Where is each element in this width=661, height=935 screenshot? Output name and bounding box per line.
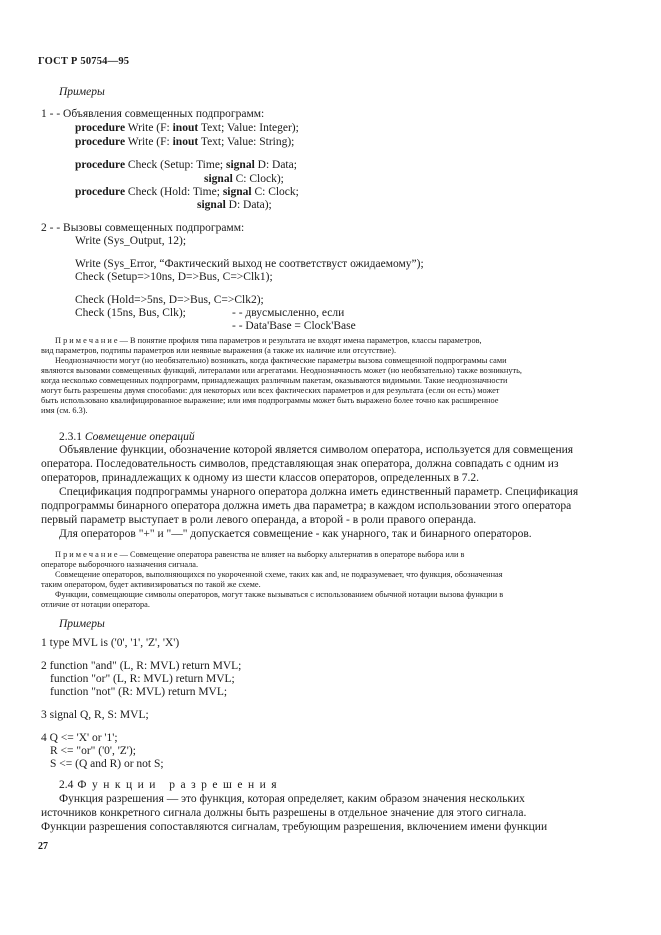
keyword: procedure [75,186,126,198]
code-text: C: Clock); [232,173,284,185]
code-line [75,187,299,199]
keyword: procedure [75,122,126,134]
note-line: операторе выборочного назначения сигнала. [41,560,199,569]
section-title: Совмещение операций [84,431,195,443]
note-line: Функции, совмещающие символы операторов, могут также вызываться с использованием обычной нотации вызова функции в [55,590,504,599]
code-line: Check (Setup=>10ns, D=>Bus, C=>Clk1); [75,271,273,283]
examples-title: Примеры [59,618,105,630]
code-line: R <= "or" ('0', 'Z'); [50,745,136,757]
code-line [75,137,294,149]
keyword: inout [172,136,199,148]
standard-id: ГОСТ Р 50754—95 [38,56,130,67]
paragraph-line: подпрограммы бинарного оператора должна иметь два параметра; в каждом использовании этого оператора [41,500,572,512]
page-number: 27 [38,841,48,852]
keyword: procedure [75,159,126,171]
code-line: Write (Sys_Error, “Фактический выход не соответствуст ожидаемому”); [75,258,424,270]
keyword: signal [204,173,233,185]
keyword: inout [172,122,199,134]
code-text: Text; Value: String); [198,136,295,148]
paragraph-line: Функция разрешения — это функция, которая определяет, каким образом значения нескольких [59,793,525,805]
keyword: signal [222,186,252,198]
code-text: C: Clock; [251,186,299,198]
keyword: signal [226,159,255,171]
section-heading [59,780,282,792]
paragraph-line: источников конкретного сигнала должны быть разрешены в отдельное значение для этого сигнала. [41,807,527,819]
code-line: 2 function "and" (L, R: MVL) return MVL; [41,660,242,672]
paragraph-line: Для операторов "+" и "—" допускается совмещение - как унарного, так и бинарного операторов. [59,528,532,540]
note-line: П р и м е ч а н и е — Совмещение оператора равенства не влияет на выборку альтернатив в операторе выбора или в [55,550,465,559]
note-line: отличие от нотации оператора. [41,600,150,609]
example-1-label: 1 - - Объявления совмещенных подпрограмм: [41,108,265,120]
code-line: Check (Hold=>5ns, D=>Bus, C=>Clk2); [75,294,264,306]
paragraph-line: Объявление функции, обозначение которой является символом оператора, используется для совмещения [59,444,574,456]
paragraph-line: первый параметр выступает в роли левого операнда, а второй - в роли правого операнда. [41,514,477,526]
note-line: вид параметров, подтипы параметров или неявные выражения (а также их наличие или отсутствие). [41,346,397,355]
code-line: 3 signal Q, R, S: MVL; [41,709,149,721]
code-line: 1 type MVL is ('0', '1', 'Z', 'X') [41,637,180,649]
example-2-label: 2 - - Вызовы совмещенных подпрограмм: [41,222,245,234]
code-text: Text; Value: Integer); [198,122,299,134]
section-title: Функции разрешения [77,779,283,791]
code-text: Write (F: [125,122,173,134]
code-line: function "not" (R: MVL) return MVL; [50,686,228,698]
code-line [197,200,272,212]
code-comment: - - Data'Base = Clock'Base [232,320,356,332]
code-text: D: Data); [225,199,272,211]
note-line: П р и м е ч а н и е — В понятие профиля типа параметров и результата не входят имена параметров, классы параметров, [55,336,482,345]
note-line: Совмещение операторов, выполняющихся по укороченной схеме, таких как and, не подразумевает, что функция, обозначенная [55,570,503,579]
keyword: procedure [75,136,126,148]
code-line: Write (Sys_Output, 12); [75,235,187,247]
code-line [75,160,297,172]
code-comment: - - двусмысленно, если [232,307,345,319]
code-line [75,123,299,135]
code-text: Check (Setup: Time; [125,159,226,171]
note-line: являются вызовами совмещенных функций, литералами или агрегатами. Неоднозначность может (но необязательно) также возникнуть, [41,366,522,375]
code-line [204,174,284,186]
code-line: Check (15ns, Bus, Clk); [75,307,186,319]
examples-title: Примеры [59,86,105,98]
code-line: S <= (Q and R) or not S; [50,758,164,770]
keyword: signal [197,199,226,211]
section-number: 2.3.1 [59,431,82,443]
note-line: когда несколько совмещенных подпрограмм, принадлежащих различным пакетам, оказываются видимыми. Такие неоднозначности [41,376,508,385]
note-line: таким оператором, будет активизироваться по такой же схеме. [41,580,261,589]
section-heading [59,432,195,444]
section-number: 2.4 [59,779,74,791]
paragraph-line: операторов, принадлежащих к одному из шести классов операторов, определенных в 7.2. [41,472,480,484]
note-line: быть использовано квалифицированное выражение; или имя подпрограммы может быть выражено более точно как расширенное [41,396,499,405]
paragraph-line: оператора. Последовательность символов, представляющая знак оператора, должна совпадать с одним из [41,458,559,470]
paragraph-line: Функции разрешения сопоставляются сигналам, требующим разрешения, включением имени функции [41,821,548,833]
paragraph-line: Спецификация подпрограммы унарного оператора должна иметь единственный параметр. Спецификация [59,486,579,498]
code-text: Check (Hold: Time; [125,186,223,198]
note-line: могут быть разрешены двумя способами: для некоторых или всех фактических параметров и для результата (если он есть) может [41,386,500,395]
note-line: имя (см. 6.3). [41,406,88,415]
code-line: function "or" (L, R: MVL) return MVL; [50,673,235,685]
code-line: 4 Q <= 'X' or '1'; [41,732,118,744]
note-line: Неоднозначности могут (но необязательно) возникать, когда фактические параметры вызова совмещенной подпрограммы сами [55,356,507,365]
code-text: D: Data; [254,159,297,171]
code-text: Write (F: [125,136,173,148]
